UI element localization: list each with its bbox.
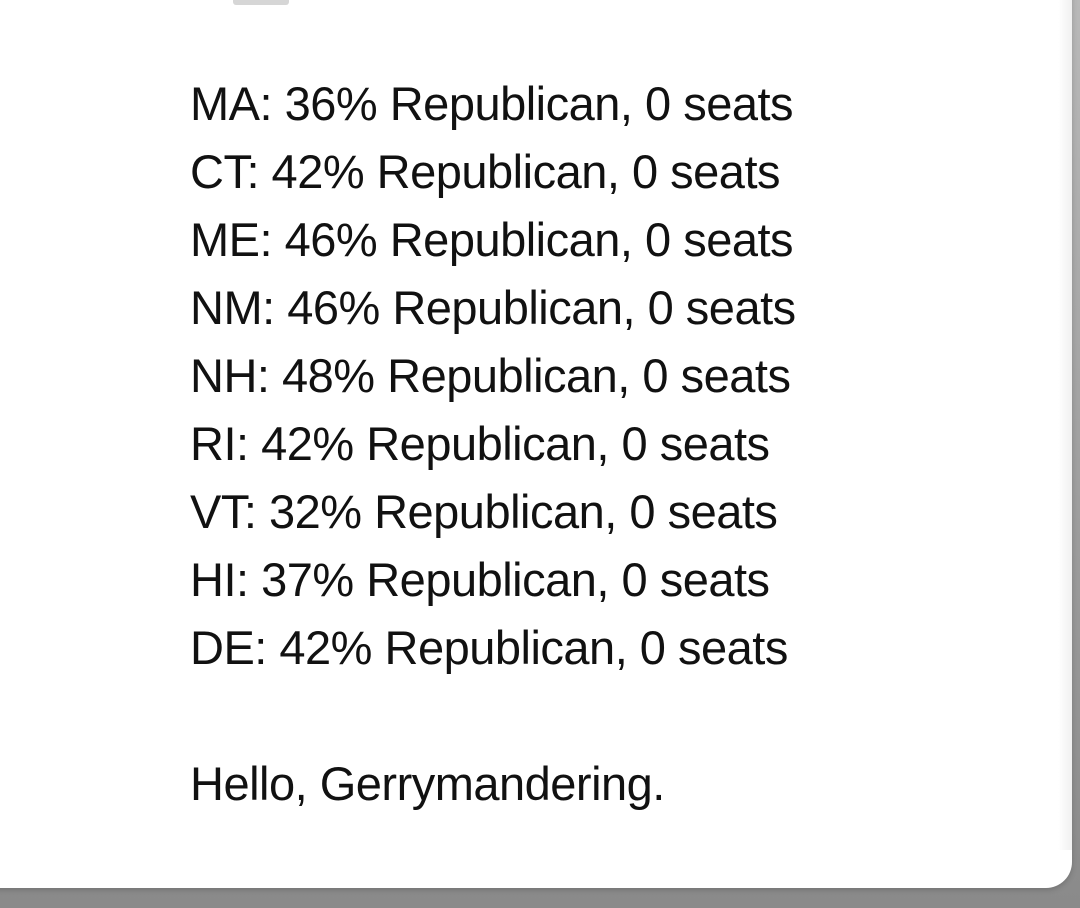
state-line-de: DE: 42% Republican, 0 seats [190, 621, 788, 674]
cropped-element-stub [233, 0, 289, 5]
state-line-vt: VT: 32% Republican, 0 seats [190, 485, 778, 538]
card-edge-shade [1058, 0, 1072, 850]
closing-line: Hello, Gerrymandering. [190, 757, 665, 810]
state-line-ri: RI: 42% Republican, 0 seats [190, 417, 770, 470]
state-line-hi: HI: 37% Republican, 0 seats [190, 553, 770, 606]
state-line-nh: NH: 48% Republican, 0 seats [190, 349, 791, 402]
state-line-me: ME: 46% Republican, 0 seats [190, 213, 794, 266]
state-line-ma: MA: 36% Republican, 0 seats [190, 77, 794, 130]
state-line-ct: CT: 42% Republican, 0 seats [190, 145, 780, 198]
post-text [190, 70, 796, 818]
state-line-nm: NM: 46% Republican, 0 seats [190, 281, 796, 334]
blank-line [190, 682, 796, 750]
